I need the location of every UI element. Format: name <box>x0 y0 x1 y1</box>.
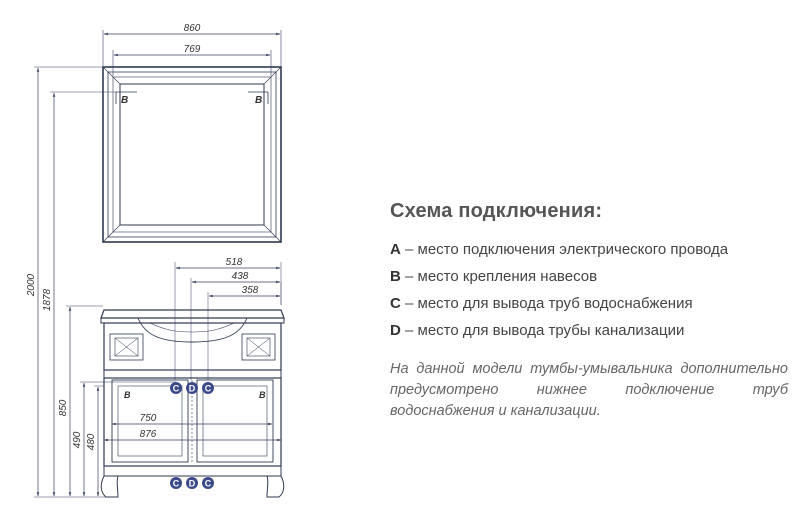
dimension-358 <box>208 285 280 380</box>
svg-text:B: B <box>124 390 131 400</box>
door-hinge-left <box>124 390 131 400</box>
svg-text:2000: 2000 <box>26 273 37 297</box>
svg-text:B: B <box>259 390 266 400</box>
dimension-850 <box>58 306 103 496</box>
svg-text:518: 518 <box>225 257 243 268</box>
svg-text:769: 769 <box>183 44 201 55</box>
svg-text:850: 850 <box>58 399 69 417</box>
svg-text:C: C <box>172 478 180 489</box>
svg-text:876: 876 <box>139 429 157 440</box>
svg-text:B: B <box>121 95 129 106</box>
svg-text:C: C <box>204 383 212 394</box>
legend-item-c: C – место для вывода труб водоснабжения <box>390 295 693 312</box>
dimension-2000 <box>26 67 110 497</box>
mount-marker-right <box>248 92 268 106</box>
svg-text:480: 480 <box>86 433 97 451</box>
svg-text:D: D <box>188 478 196 489</box>
svg-text:1878: 1878 <box>42 288 53 312</box>
svg-text:C: C <box>204 478 212 489</box>
svg-text:358: 358 <box>241 285 259 296</box>
svg-text:C: C <box>172 383 180 394</box>
floor-water-marker-right <box>202 477 214 489</box>
svg-text:D: D <box>188 383 196 394</box>
legend-item-d: D – место для вывода трубы канализации <box>390 322 685 339</box>
water-marker-right <box>202 382 214 394</box>
svg-text:860: 860 <box>183 23 201 34</box>
legend-item-a: A – место подключения электрического провода <box>390 241 729 258</box>
floor-drain-marker <box>186 477 198 489</box>
dimension-750 <box>112 413 272 424</box>
dimension-769 <box>113 44 271 76</box>
legend-title: Схема подключения: <box>390 200 603 222</box>
water-marker-left <box>170 382 182 394</box>
dimension-876 <box>104 429 281 440</box>
mirror-drawing <box>103 67 281 242</box>
drain-marker <box>186 382 198 394</box>
dimension-438 <box>191 271 281 380</box>
legend <box>390 200 790 422</box>
vanity-drawing <box>101 310 284 497</box>
svg-text:490: 490 <box>72 431 83 449</box>
svg-text:438: 438 <box>231 271 249 282</box>
svg-text:750: 750 <box>139 413 157 424</box>
legend-note: На данной модели тумбы-умывальника дополнительно предусмотрено нижнее подключение труб водоснабжения и канализации. <box>390 361 788 419</box>
legend-item-b: B – место крепления навесов <box>390 268 598 285</box>
svg-text:B: B <box>255 95 263 106</box>
door-hinge-right <box>259 390 266 400</box>
mount-marker-left <box>116 92 137 106</box>
floor-water-marker-left <box>170 477 182 489</box>
dimension-480 <box>86 386 104 496</box>
